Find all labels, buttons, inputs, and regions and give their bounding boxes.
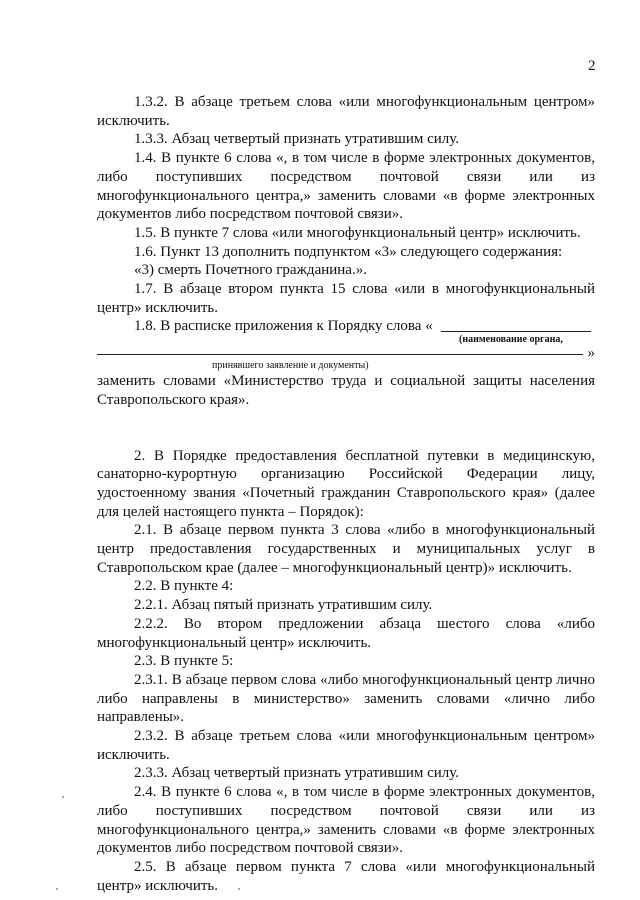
- paragraph: 2.1. В абзаце первом пункта 3 слова «либо в многофункциональный центр предоставления государственных и муниципальных услуг в Ставропольском крае (далее – многофункциональный центр)» исключить.: [97, 522, 595, 576]
- paragraph: 2.2.2. Во втором предложении абзаца шестого слова «либо многофункциональный центр» исключить.: [97, 615, 595, 651]
- blank-caption-accepted: принявшего заявление и документы): [212, 360, 369, 372]
- paragraph: 2. В Порядке предоставления бесплатной путевки в медицинскую, санаторно-курортную организацию Российской Федерации лицу, удостоенному звания «Почетный гражданин Ставропольского края» (далее для целей настоящего пункта – Порядок):: [97, 447, 595, 520]
- blank-caption-organ: (наименование органа,: [459, 334, 563, 346]
- close-quote: »: [587, 345, 595, 362]
- paragraph: 2.3.2. В абзаце третьем слова «или многофункциональным центром» исключить.: [97, 728, 595, 763]
- blank-underline-2: [97, 354, 583, 355]
- paragraph: 2.3.1. В абзаце первом слова «либо многофункциональный центр лично либо направлены в министерство» заменить словами «лично либо направлены».: [97, 671, 595, 726]
- paragraph: 2.2.1. Абзац пятый признать утратившим силу.: [134, 597, 433, 614]
- paragraph: 1.5. В пункте 7 слова «или многофункциональный центр» исключить.: [134, 224, 581, 241]
- paragraph: 2.3. В пункте 5:: [134, 653, 234, 670]
- paragraph: 2.3.3. Абзац четвертый признать утратившим силу.: [134, 765, 460, 782]
- paragraph: 2.5. В абзаце первом пункта 7 слова «или многофункциональный центр» исключить.: [97, 859, 595, 894]
- scan-speck: [238, 888, 240, 890]
- paragraph: 1.7. В абзаце втором пункта 15 слова «или в многофункциональный центр» исключить.: [97, 281, 595, 316]
- paragraph: 2.2. В пункте 4:: [134, 578, 234, 595]
- document-body: [97, 93, 595, 895]
- scan-speck: [56, 888, 58, 890]
- receipt-text: 1.8. В расписке приложения к Порядку слова «: [134, 318, 433, 335]
- paragraph: 1.4. В пункте 6 слова «, в том числе в форме электронных документов, либо поступивших посредством почтовой связи или из многофункционального центра,» заменить словами «в форме электронных документов либо посредством почтовой связи».: [97, 150, 595, 223]
- paragraph: «3) смерть Почетного гражданина.».: [134, 262, 367, 279]
- paragraph: 1.3.2. В абзаце третьем слова «или многофункциональным центром» исключить.: [97, 94, 595, 129]
- paragraph: 2.4. В пункте 6 слова «, в том числе в форме электронных документов, либо поступивших посредством почтовой связи или из многофункционального центра,» заменить словами «в форме электронных документов либо посредством почтовой связи».: [97, 784, 595, 857]
- page-number: 2: [588, 58, 596, 74]
- scan-speck: [62, 796, 64, 798]
- paragraph: 1.3.3. Абзац четвертый признать утратившим силу.: [134, 131, 460, 148]
- paragraph: 1.6. Пункт 13 дополнить подпунктом «3» следующего содержания:: [134, 243, 563, 260]
- blank-underline: [441, 331, 591, 332]
- paragraph: заменить словами «Министерство труда и социальной защиты населения Ставропольского края».: [97, 373, 595, 408]
